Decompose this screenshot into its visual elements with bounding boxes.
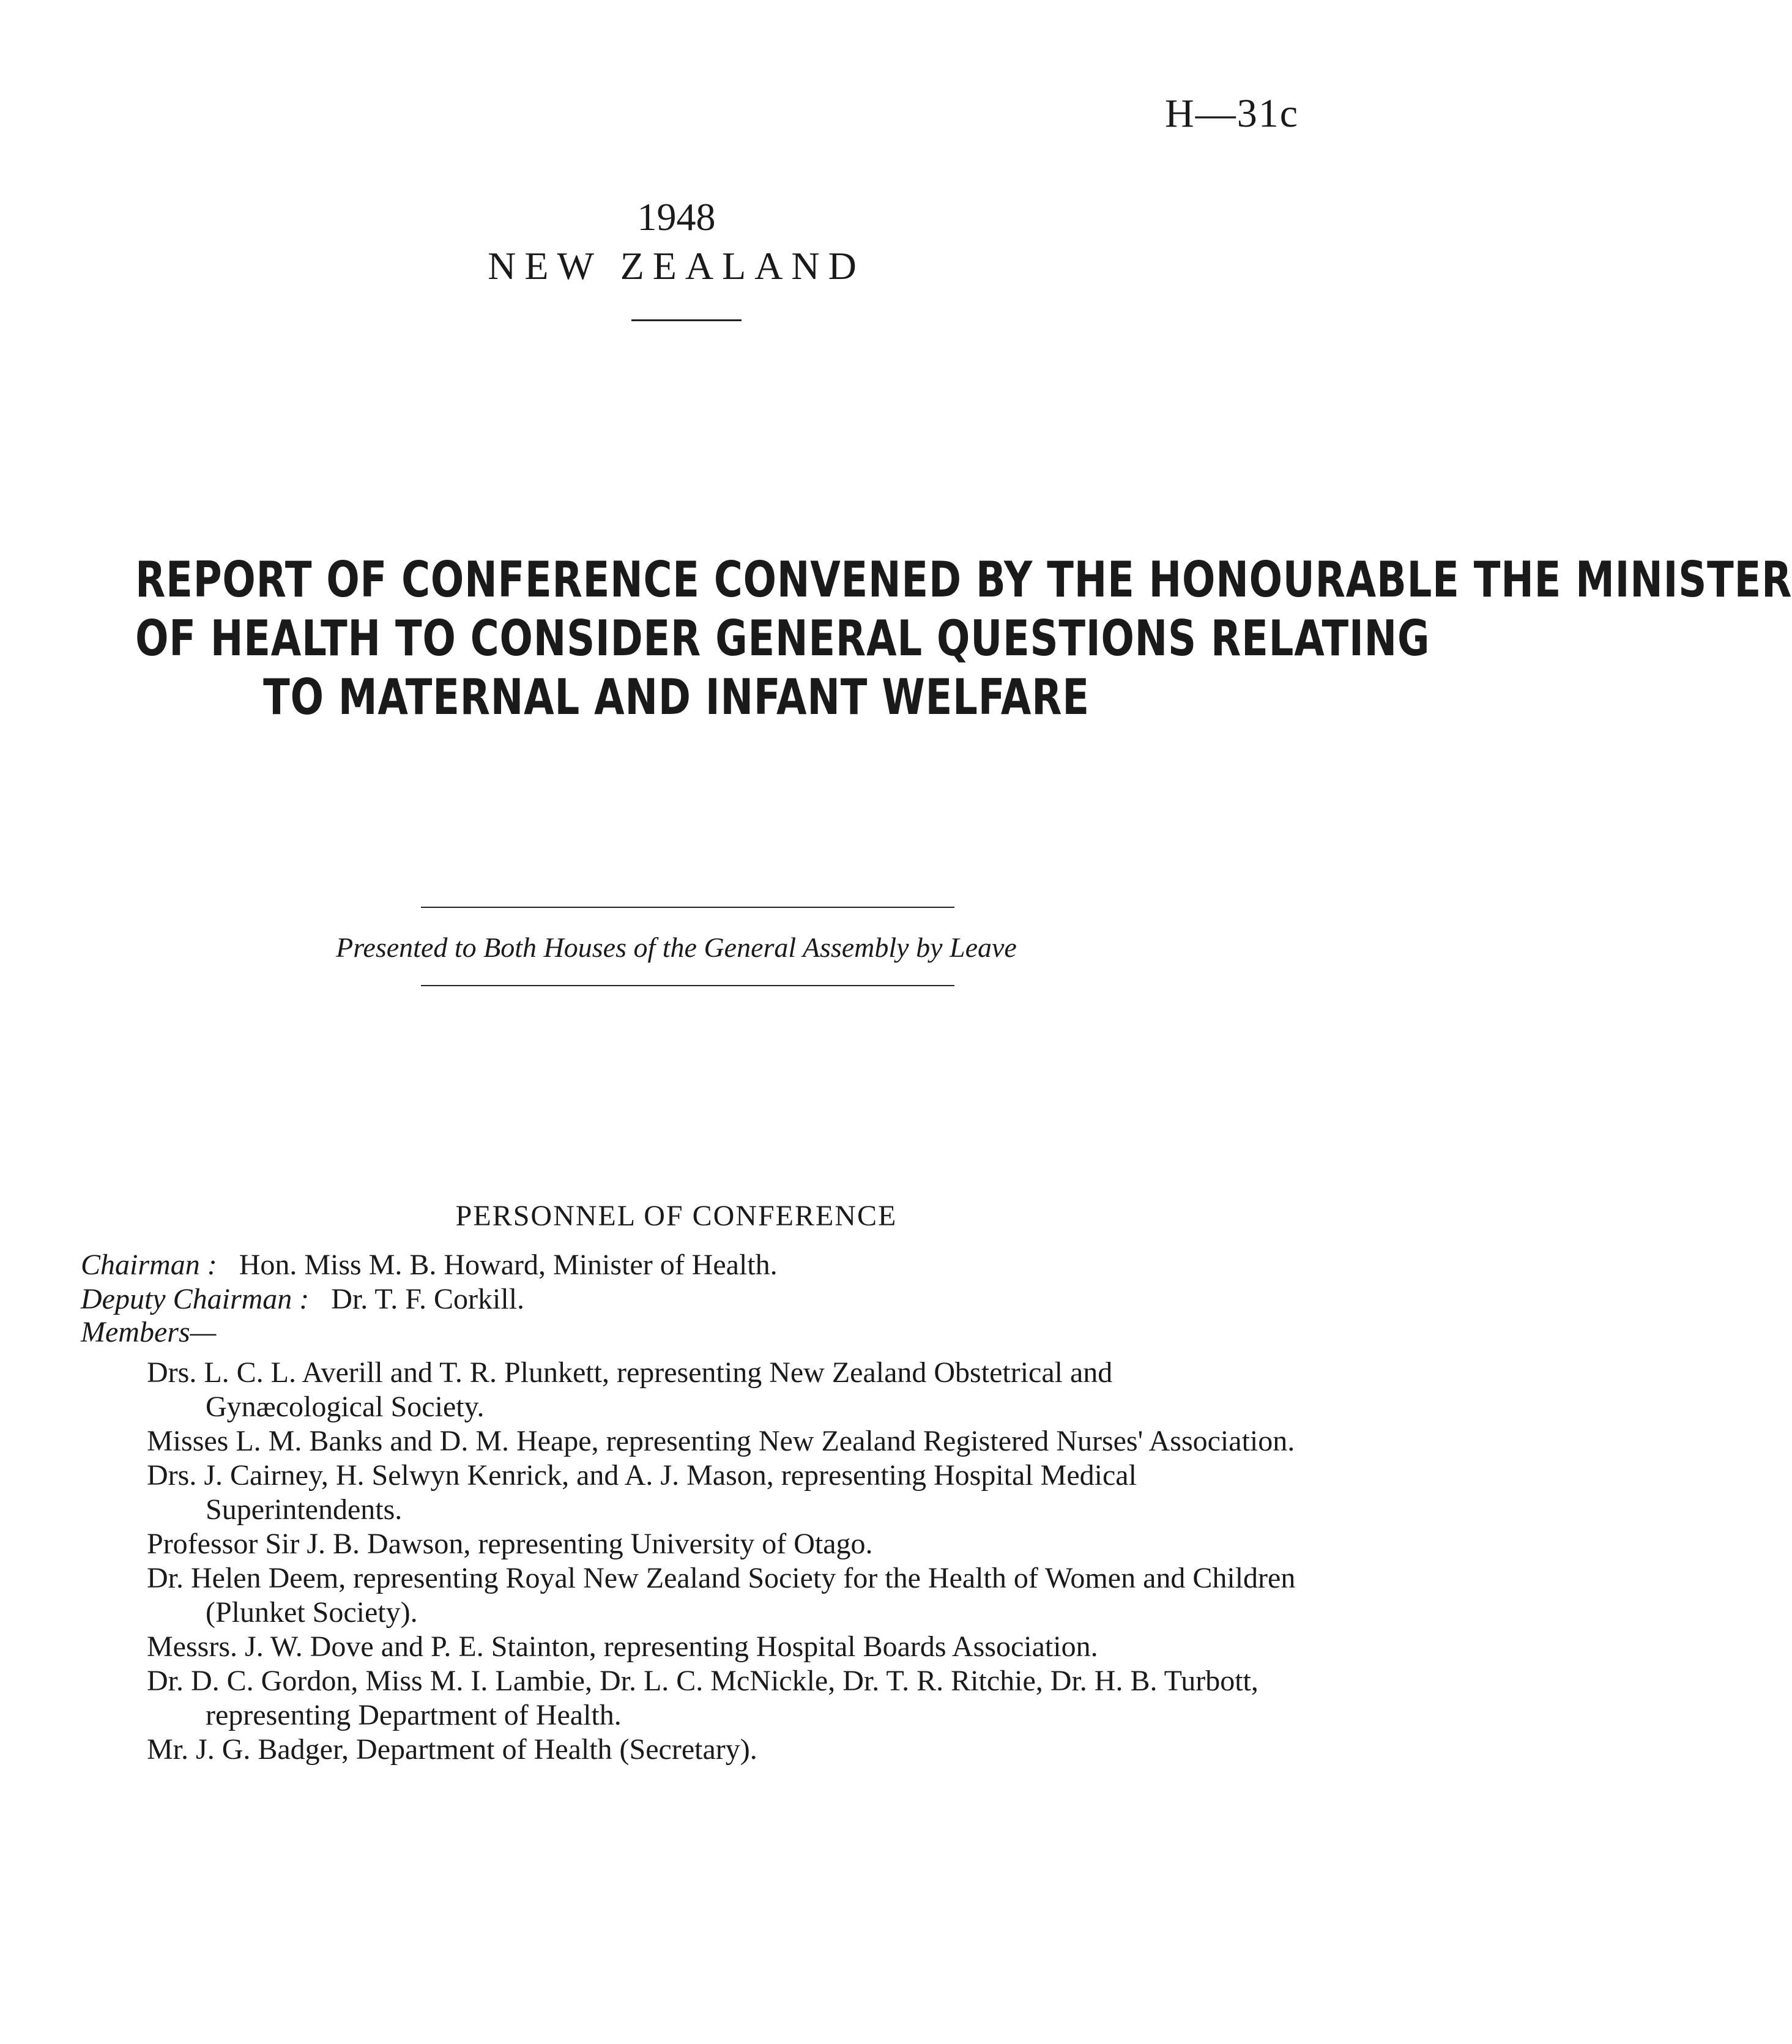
title-line: OF HEALTH TO CONSIDER GENERAL QUESTIONS RELATING bbox=[135, 610, 1430, 667]
personnel-heading: PERSONNEL OF CONFERENCE bbox=[455, 1200, 898, 1232]
presented-note: Presented to Both Houses of the General Assembly by Leave bbox=[336, 932, 1017, 963]
member-entry: Messrs. J. W. Dove and P. E. Stainton, representing Hospital Boards Association. bbox=[147, 1630, 1098, 1663]
members-list bbox=[147, 1356, 1297, 1767]
year: 1948 bbox=[637, 195, 716, 239]
members-label: Members— bbox=[81, 1316, 217, 1348]
member-entry: Dr. D. C. Gordon, Miss M. I. Lambie, Dr. L. C. McNickle, Dr. T. R. Ritchie, Dr. H. B. Turbott, representing Department of Health. bbox=[147, 1665, 1258, 1731]
member-entry: Drs. J. Cairney, H. Selwyn Kenrick, and A. J. Mason, representing Hospital Medical Superintendents. bbox=[147, 1459, 1137, 1526]
member-entry: Mr. J. G. Badger, Department of Health (Secretary). bbox=[147, 1733, 757, 1766]
report-title bbox=[135, 551, 1792, 727]
chairman-label: Chairman : bbox=[81, 1249, 217, 1281]
chairman-line bbox=[81, 1248, 1304, 1282]
country: NEW ZEALAND bbox=[488, 244, 865, 288]
deputy-chairman-label: Deputy Chairman : bbox=[81, 1283, 310, 1315]
divider bbox=[421, 907, 954, 908]
member-entry: Professor Sir J. B. Dawson, representing University of Otago. bbox=[147, 1528, 873, 1560]
member-entry: Dr. Helen Deem, representing Royal New Zealand Society for the Health of Women and Children (Plunket Society). bbox=[147, 1562, 1296, 1629]
deputy-chairman-name: Dr. T. F. Corkill. bbox=[331, 1283, 525, 1315]
document-reference: H—31c bbox=[1165, 91, 1299, 136]
deputy-chairman-line bbox=[81, 1282, 1304, 1317]
divider bbox=[631, 319, 742, 321]
member-entry: Misses L. M. Banks and D. M. Heape, representing New Zealand Registered Nurses' Association. bbox=[147, 1425, 1295, 1457]
divider bbox=[421, 985, 954, 986]
title-line: REPORT OF CONFERENCE CONVENED BY THE HONOURABLE THE MINISTER bbox=[135, 551, 1792, 608]
title-line: TO MATERNAL AND INFANT WELFARE bbox=[263, 669, 1090, 726]
member-entry: Drs. L. C. L. Averill and T. R. Plunkett, representing New Zealand Obstetrical and Gynæcological Society. bbox=[147, 1356, 1113, 1423]
chairman-name: Hon. Miss M. B. Howard, Minister of Health. bbox=[239, 1249, 778, 1281]
